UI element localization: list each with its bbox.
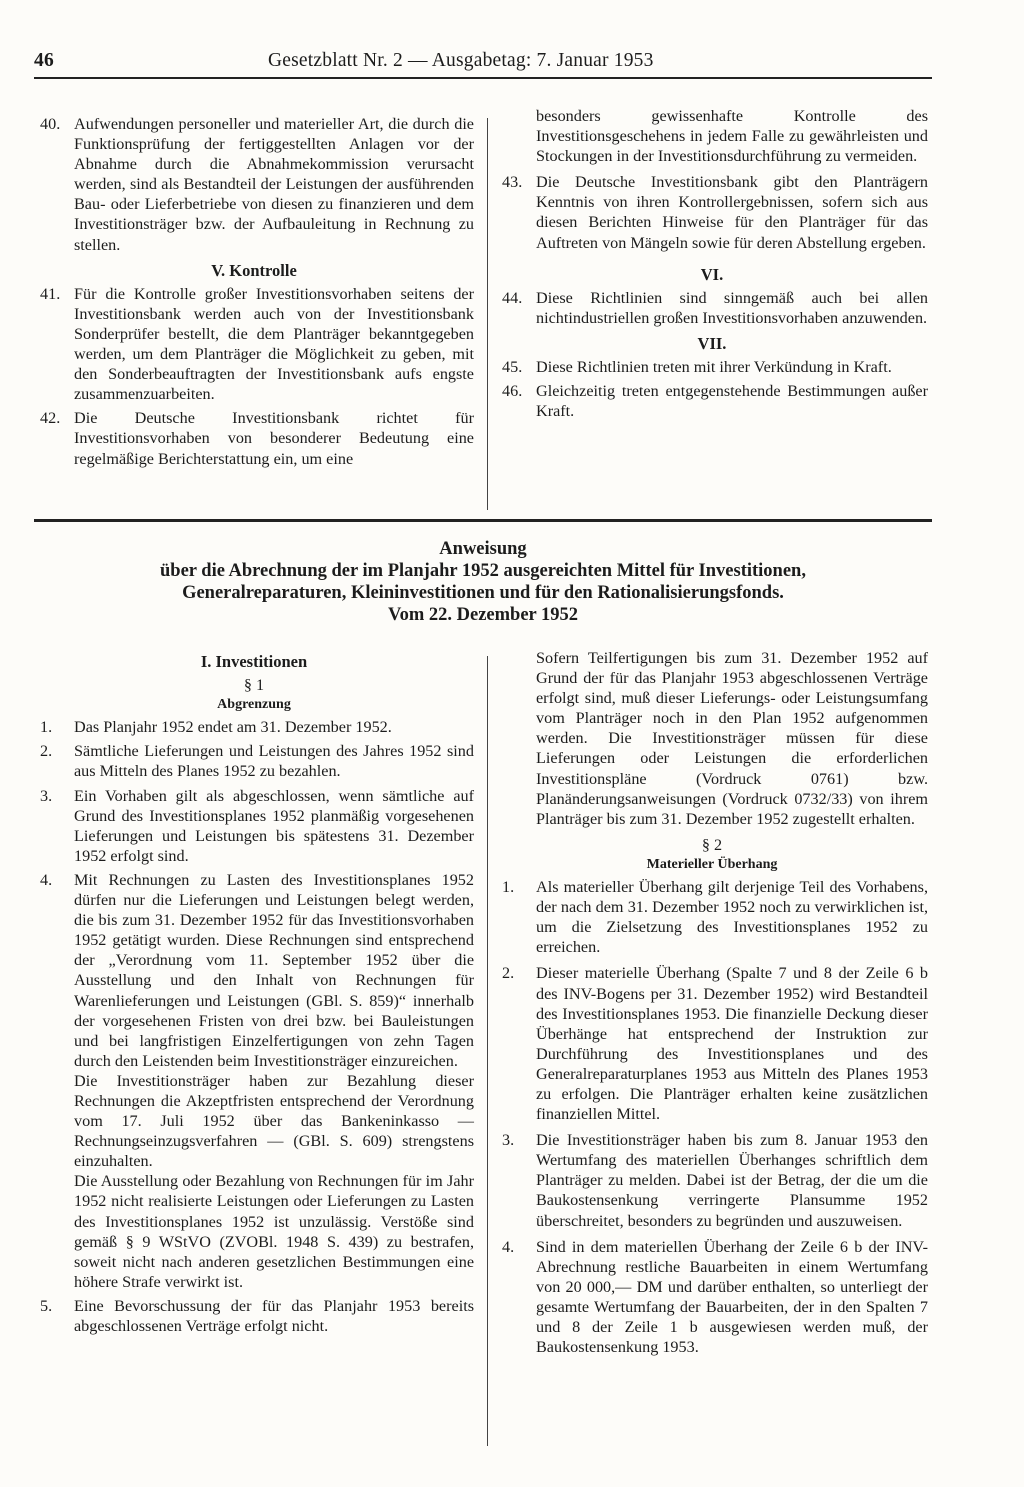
item-number: 45. — [502, 358, 523, 377]
item-text: Die Deutsche Investitionsbank gibt den Planträgern Kenntnis von ihren Kontrollergebnissen, sofern sich aus diesen Berichten Hinweise für den Planträger für das Auftreten von Mängeln sowie für deren Abstellung ergeben. — [536, 173, 928, 252]
continuation-paragraph: Sofern Teilfertigungen bis zum 31. Dezember 1952 auf Grund der für das Planjahr 1953 abgeschlossenen Verträge erfolgt sind, muß dieser Lieferungs- oder Leistungsumfang vom Planträger noch in den Plan 1952 aufgenommen werden. Die Investitionsträger müssen für diese Lieferungen oder Leistungen die erforderlichen Investitionspläne (Vordruck 0761) bzw. Planänderungsanweisungen (Vordruck 0732/33) von ihrem Planträger bis zum 31. Dezember 1952 zugestellt erhalten. — [536, 649, 928, 828]
decree-subject-line: über die Abrechnung der im Planjahr 1952 ausgereichten Mittel für Investitionen, — [160, 561, 806, 581]
item-text: Die Investitionsträger haben bis zum 8. Januar 1953 den Wertumfang des materiellen Überhanges schriftlich dem Planträger zu melden. Dabei ist der Betrag, der die um die Baukostensenkung verringerte Plansumme 1952 überschreitet, besonders zu begründen und auszuweisen. — [536, 1131, 928, 1230]
list-item — [496, 877, 928, 957]
item-number: 2. — [40, 742, 53, 761]
section-heading: I. Investitionen — [200, 652, 308, 671]
section-heading: V. Kontrolle — [211, 260, 297, 280]
item-text: Aufwendungen personeller und materieller Art, die durch die Funktionsprüfung der fertiggestellten Anlagen vor der Abnahme durch die Abnahmekommission verursacht werden, sind als Bestandteil der Leistungen der ausführenden Bau- oder Lieferbetriebe von diesen zu finanzieren und dem Investitionsträger bzw. der Aufbauleitung in Rechnung zu stellen. — [74, 115, 474, 254]
top-right-column — [496, 106, 928, 421]
item-text: Mit Rechnungen zu Lasten des Investitionsplanes 1952 dürfen nur die Lieferungen und Leistungen belegt werden, die bis zum 31. Dezember 1952 für das Investitionsvorhaben 1952 getätigt wurden. Diese Rechnungen sind entsprechend der „Verordnung vom 11. September 1952 über die Ausstellung und den Inhalt von Rechnungen für Warenlieferungen und Leistungen (GBl. S. 859)“ innerhalb der vorgesehenen Fristen von drei bzw. bei Bauleistungen und bei langfristigen Einzelfertigungen von zehn Tagen durch den Leistenden beim Investitionsträger einzureichen. — [74, 870, 474, 1070]
section-heading: VII. — [697, 333, 727, 353]
page-number: 46 — [34, 50, 54, 71]
bottom-left-column — [34, 652, 474, 1336]
list-item — [34, 870, 474, 1071]
decree-date: Vom 22. Dezember 1952 — [387, 605, 579, 625]
item-number: 41. — [40, 284, 61, 303]
paragraph-title: Abgrenzung — [217, 697, 291, 713]
decree-heading: Anweisung — [439, 539, 527, 559]
item-text: Eine Bevorschussung der für das Planjahr 1953 bereits abgeschlossenen Verträge erfolgt nicht. — [74, 1296, 474, 1335]
item-text: Das Planjahr 1952 endet am 31. Dezember 1952. — [74, 718, 392, 737]
item-number: 2. — [502, 964, 515, 983]
item-text: Diese Richtlinien treten mit ihrer Verkündung in Kraft. — [536, 358, 892, 377]
body-paragraph: Die Ausstellung oder Bezahlung von Rechnungen für im Jahr 1952 nicht realisierte Leistungen oder Lieferungen zu Lasten des Investitionsplanes 1952 ist unzulässig. Verstöße sind gemäß § 9 WStVO (ZVOBl. 1948 S. 439) zu bestrafen, soweit nicht nach anderen gesetzlichen Bestimmungen eine höhere Strafe verwirkt ist. — [74, 1172, 474, 1291]
paragraph-sign: § 2 — [701, 835, 723, 854]
item-text: Sind in dem materiellen Überhang der Zeile 6 b der INV-Abrechnung restliche Bauarbeiten in einem Wertumfang von 20 000,— DM und darüber enthalten, so unterliegt der gesamte Wertumfang der Bauarbeiten, der in den Spalten 7 und 8 der Zeile 1 b ausgewiesen werden muß, der Baukostensenkung 1953. — [536, 1237, 928, 1357]
item-text: Dieser materielle Überhang (Spalte 7 und 8 der Zeile 6 b des INV-Bogens per 31. Dezember 1952) wird Bestandteil des Investitionsplanes 1953. Die finanzielle Deckung dieser Überhänge hat entsprechend der Instruktion zur Durchführung des Investitionsplanes und des Generalreparaturplanes 1953 aus Mitteln des Planes 1953 zu erfolgen. Die Planträger erhalten keine zusätzlichen finanziellen Mittel. — [536, 964, 928, 1124]
decree-subject-line: Generalreparaturen, Kleininvestitionen und für den Rationalisierungsfonds. — [182, 583, 784, 603]
item-number: 40. — [40, 115, 61, 133]
column-divider — [487, 656, 488, 1446]
item-number: 42. — [40, 409, 61, 428]
item-number: 46. — [502, 382, 523, 401]
item-number: 3. — [502, 1131, 515, 1150]
page-header — [34, 50, 930, 80]
item-number: 5. — [40, 1296, 53, 1315]
list-item — [34, 717, 474, 737]
item-text: Sämtliche Lieferungen und Leistungen des Jahres 1952 sind aus Mitteln des Planes 1952 zu bezahlen. — [74, 742, 474, 781]
section-rule — [34, 519, 932, 522]
paragraph-sign: § 1 — [243, 676, 265, 695]
list-item — [496, 381, 928, 421]
item-text: Gleichzeitig treten entgegenstehende Bestimmungen außer Kraft. — [536, 382, 928, 421]
continuation-paragraph: besonders gewissenhafte Kontrolle des Investitionsgeschehens in jedem Falle zu gewährleisten und Stockungen in der Investitionsdurchführung zu vermeiden. — [536, 107, 928, 166]
list-item — [34, 741, 474, 781]
item-number: 43. — [502, 173, 523, 192]
list-item — [496, 172, 928, 252]
list-item — [496, 1130, 928, 1230]
column-divider — [487, 118, 488, 510]
list-item — [34, 408, 474, 468]
list-item — [496, 357, 928, 377]
header-rule — [34, 77, 932, 79]
item-number: 4. — [40, 870, 53, 889]
list-item — [34, 1296, 474, 1336]
item-number: 1. — [40, 718, 53, 737]
item-number: 1. — [502, 878, 515, 897]
bottom-right-column — [496, 648, 928, 1357]
item-text: Für die Kontrolle großer Investitionsvorhaben seitens der Investitionsbank werden auch von der Investitionsbank Sonderprüfer bestellt, die dem Planträger bekanntgegeben werden, um dem Planträger die Möglichkeit zu geben, mit den Sonderbeauftragten der Investitionsbank aufs engste zusammenzuarbeiten. — [74, 284, 474, 404]
list-item — [496, 1237, 928, 1358]
body-paragraph: Die Investitionsträger haben zur Bezahlung dieser Rechnungen die Akzeptfristen entsprechend der Verordnung vom 17. Juli 1952 über das Bankeninkasso — Rechnungseinzugsverfahren — (GBl. S. 609) strengstens einzuhalten. — [74, 1071, 474, 1171]
running-title: Gesetzblatt Nr. 2 — Ausgabetag: 7. Januar 1953 — [268, 50, 654, 71]
decree-title — [34, 538, 932, 626]
item-text: Als materieller Überhang gilt derjenige Teil des Vorhabens, der nach dem 31. Dezember 1952 noch zu verwirklichen ist, um die Zielsetzung des Investitionsplanes 1952 zu erreichen. — [536, 878, 928, 957]
item-number: 44. — [502, 288, 523, 307]
item-text: Die Deutsche Investitionsbank richtet für Investitionsvorhaben von besonderer Bedeutung eine regelmäßige Berichterstattung ein, um eine — [74, 409, 474, 468]
list-item — [496, 963, 928, 1124]
list-item — [34, 114, 474, 255]
top-left-column — [34, 114, 474, 469]
list-item — [496, 288, 928, 328]
item-text: Diese Richtlinien sind sinngemäß auch bei allen nichtindustriellen großen Investitionsvorhaben anzuwenden. — [536, 288, 928, 327]
item-number: 4. — [502, 1237, 515, 1256]
section-heading: VI. — [700, 264, 724, 284]
list-item — [34, 284, 474, 405]
item-number: 3. — [40, 786, 53, 805]
item-text: Ein Vorhaben gilt als abgeschlossen, wenn sämtliche auf Grund des Investitionsplanes 1952 planmäßig vorgesehenen Lieferungen und Leistungen bis spätestens 31. Dezember 1952 erfolgt sind. — [74, 786, 474, 865]
paragraph-title: Materieller Überhang — [646, 856, 778, 872]
list-item — [34, 786, 474, 866]
